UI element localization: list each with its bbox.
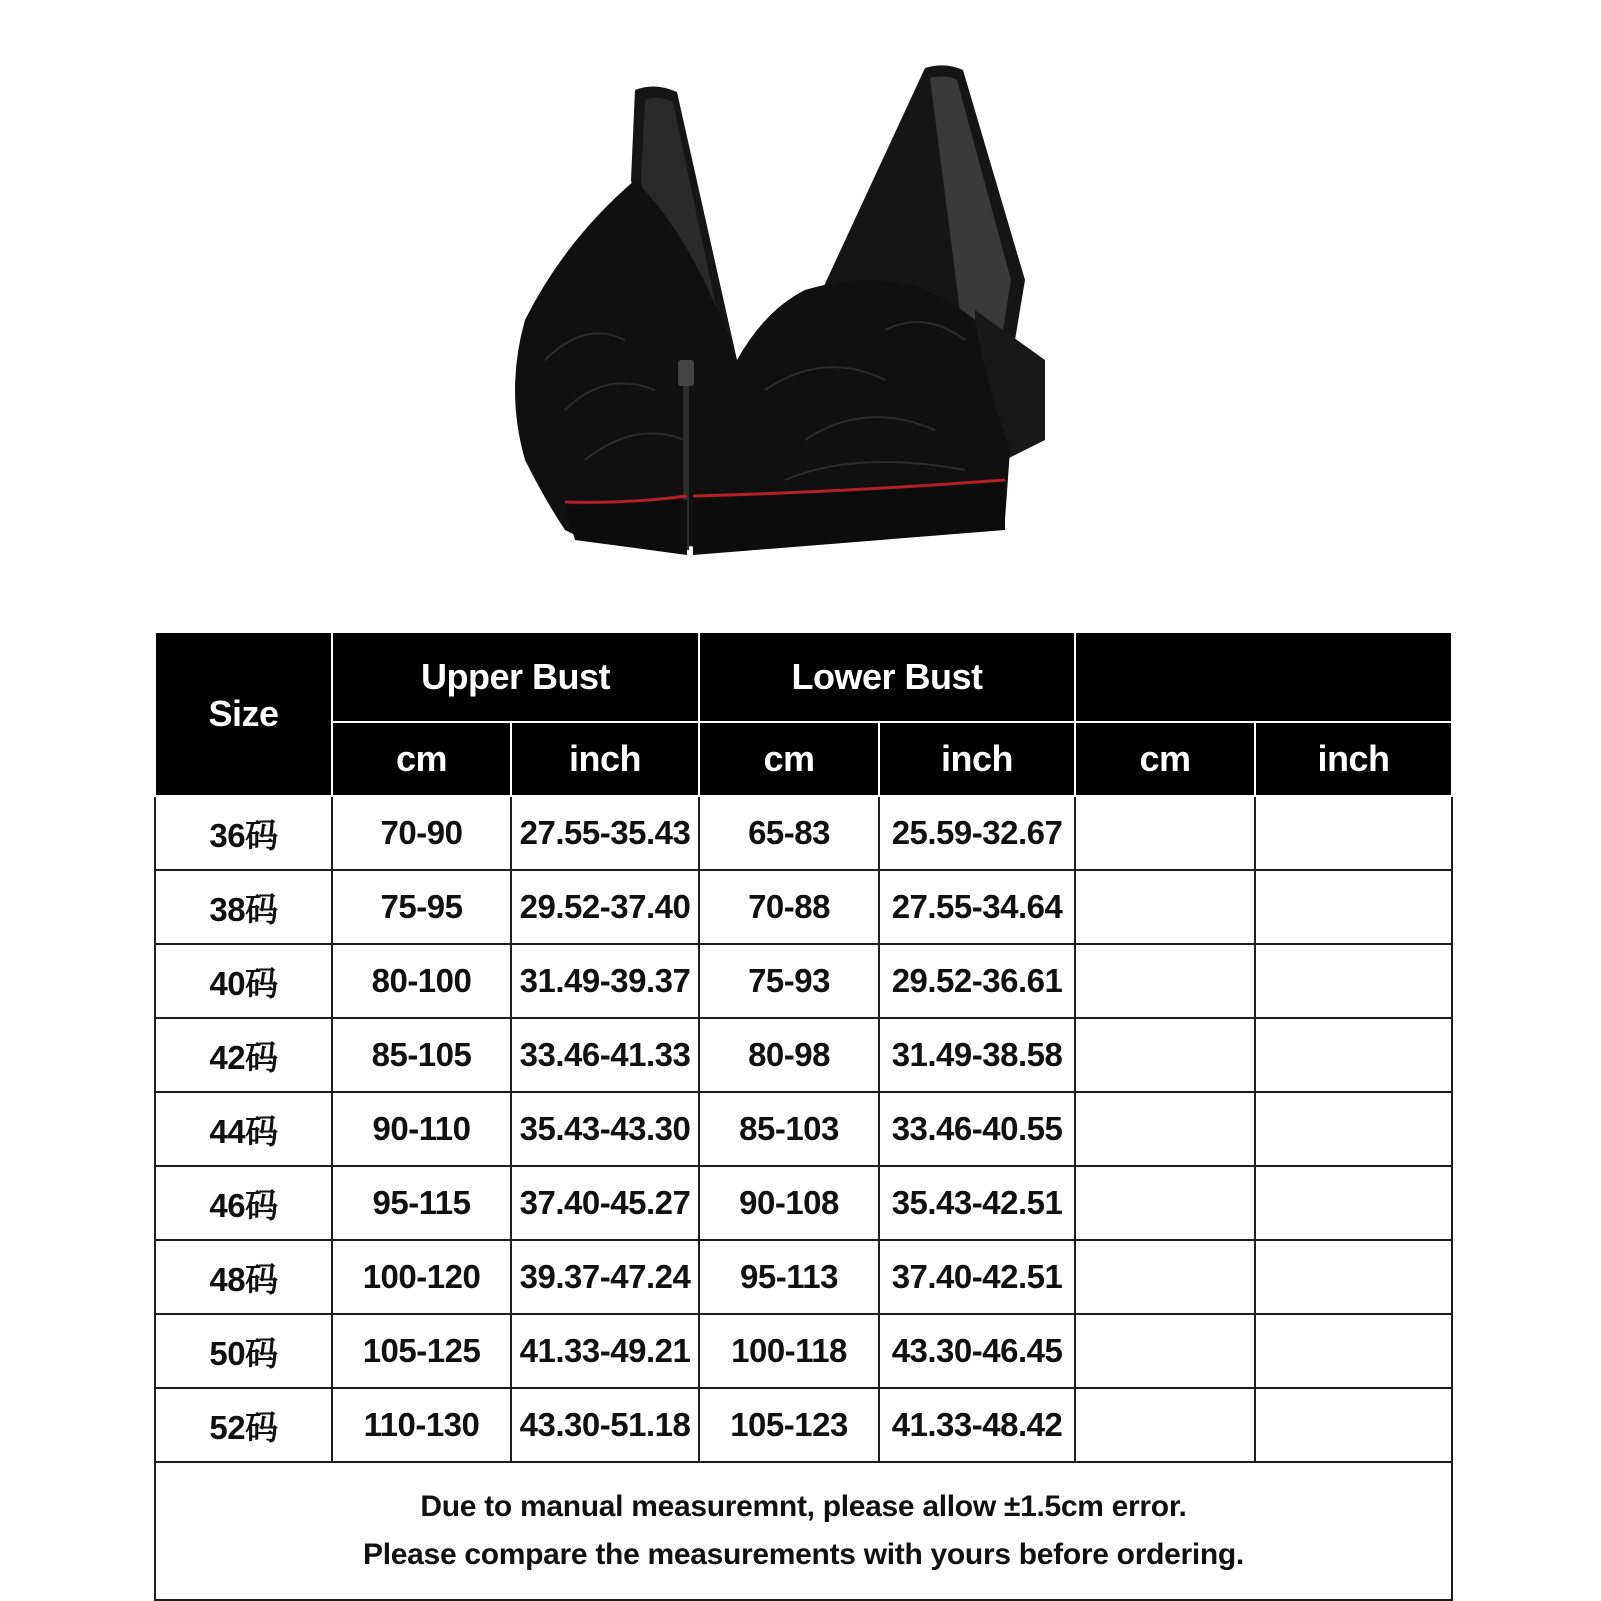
extra-cm-cell — [1075, 796, 1255, 870]
table-row — [155, 1166, 1452, 1240]
lower-bust-cm-cell: 85-103 — [699, 1092, 879, 1166]
header-row-top — [155, 632, 1452, 722]
size-cell: 40码 — [155, 944, 332, 1018]
table-row — [155, 1240, 1452, 1314]
header-row-units — [155, 722, 1452, 796]
upper-bust-inch-cell: 39.37-47.24 — [511, 1240, 699, 1314]
extra-cm-cell — [1075, 1314, 1255, 1388]
lower-bust-cm-header: cm — [699, 722, 879, 796]
extra-cm-cell — [1075, 1240, 1255, 1314]
extra-inch-cell — [1255, 1166, 1452, 1240]
upper-bust-cm-cell: 110-130 — [332, 1388, 511, 1462]
extra-inch-cell — [1255, 944, 1452, 1018]
lower-bust-cm-cell: 75-93 — [699, 944, 879, 1018]
extra-cm-cell — [1075, 1018, 1255, 1092]
front-zip-bra-illustration — [505, 60, 1065, 600]
extra-inch-cell — [1255, 1314, 1452, 1388]
note-line-1: Due to manual measuremnt, please allow ±1.5cm error. — [420, 1490, 1187, 1523]
upper-bust-cm-cell: 80-100 — [332, 944, 511, 1018]
upper-bust-cm-cell: 90-110 — [332, 1092, 511, 1166]
extra-cm-cell — [1075, 1388, 1255, 1462]
table-row — [155, 1092, 1452, 1166]
extra-group-header — [1075, 632, 1452, 722]
lower-bust-inch-cell: 37.40-42.51 — [879, 1240, 1075, 1314]
upper-bust-inch-header: inch — [511, 722, 699, 796]
extra-cm-cell — [1075, 1166, 1255, 1240]
size-cell: 36码 — [155, 796, 332, 870]
extra-inch-cell — [1255, 796, 1452, 870]
upper-bust-inch-cell: 35.43-43.30 — [511, 1092, 699, 1166]
lower-bust-inch-cell: 31.49-38.58 — [879, 1018, 1075, 1092]
upper-bust-cm-cell: 95-115 — [332, 1166, 511, 1240]
upper-bust-cm-header: cm — [332, 722, 511, 796]
size-cell: 44码 — [155, 1092, 332, 1166]
extra-inch-cell — [1255, 870, 1452, 944]
lower-bust-inch-cell: 43.30-46.45 — [879, 1314, 1075, 1388]
extra-cm-cell — [1075, 870, 1255, 944]
note-row — [155, 1462, 1452, 1600]
table-row — [155, 796, 1452, 870]
lower-bust-cm-cell: 65-83 — [699, 796, 879, 870]
upper-bust-header: Upper Bust — [332, 632, 699, 722]
note-line-2: Please compare the measurements with yours before ordering. — [363, 1538, 1244, 1571]
extra-inch-cell — [1255, 1018, 1452, 1092]
extra-inch-cell — [1255, 1388, 1452, 1462]
product-image — [505, 60, 1065, 600]
upper-bust-inch-cell: 33.46-41.33 — [511, 1018, 699, 1092]
lower-bust-cm-cell: 80-98 — [699, 1018, 879, 1092]
size-cell: 48码 — [155, 1240, 332, 1314]
lower-bust-header: Lower Bust — [699, 632, 1075, 722]
lower-bust-inch-cell: 29.52-36.61 — [879, 944, 1075, 1018]
lower-bust-cm-cell: 90-108 — [699, 1166, 879, 1240]
size-cell: 46码 — [155, 1166, 332, 1240]
lower-bust-inch-cell: 33.46-40.55 — [879, 1092, 1075, 1166]
size-cell: 50码 — [155, 1314, 332, 1388]
upper-bust-inch-cell: 43.30-51.18 — [511, 1388, 699, 1462]
table-row — [155, 1314, 1452, 1388]
size-header: Size — [155, 632, 332, 796]
upper-bust-inch-cell: 27.55-35.43 — [511, 796, 699, 870]
upper-bust-cm-cell: 70-90 — [332, 796, 511, 870]
lower-bust-inch-cell: 25.59-32.67 — [879, 796, 1075, 870]
extra-inch-cell — [1255, 1240, 1452, 1314]
upper-bust-cm-cell: 105-125 — [332, 1314, 511, 1388]
upper-bust-cm-cell: 75-95 — [332, 870, 511, 944]
lower-bust-cm-cell: 70-88 — [699, 870, 879, 944]
extra-cm-cell — [1075, 944, 1255, 1018]
lower-bust-cm-cell: 100-118 — [699, 1314, 879, 1388]
upper-bust-inch-cell: 37.40-45.27 — [511, 1166, 699, 1240]
table-row — [155, 1388, 1452, 1462]
lower-bust-inch-header: inch — [879, 722, 1075, 796]
extra-inch-cell — [1255, 1092, 1452, 1166]
table-row — [155, 1018, 1452, 1092]
upper-bust-inch-cell: 31.49-39.37 — [511, 944, 699, 1018]
size-cell: 38码 — [155, 870, 332, 944]
lower-bust-inch-cell: 41.33-48.42 — [879, 1388, 1075, 1462]
upper-bust-inch-cell: 29.52-37.40 — [511, 870, 699, 944]
extra-cm-header: cm — [1075, 722, 1255, 796]
upper-bust-cm-cell: 100-120 — [332, 1240, 511, 1314]
lower-bust-cm-cell: 95-113 — [699, 1240, 879, 1314]
size-chart-table — [154, 631, 1453, 1601]
size-cell: 52码 — [155, 1388, 332, 1462]
table-row — [155, 870, 1452, 944]
lower-bust-inch-cell: 35.43-42.51 — [879, 1166, 1075, 1240]
extra-inch-header: inch — [1255, 722, 1452, 796]
extra-cm-cell — [1075, 1092, 1255, 1166]
measurement-note — [155, 1462, 1452, 1600]
lower-bust-inch-cell: 27.55-34.64 — [879, 870, 1075, 944]
upper-bust-inch-cell: 41.33-49.21 — [511, 1314, 699, 1388]
upper-bust-cm-cell: 85-105 — [332, 1018, 511, 1092]
size-cell: 42码 — [155, 1018, 332, 1092]
lower-bust-cm-cell: 105-123 — [699, 1388, 879, 1462]
table-row — [155, 944, 1452, 1018]
